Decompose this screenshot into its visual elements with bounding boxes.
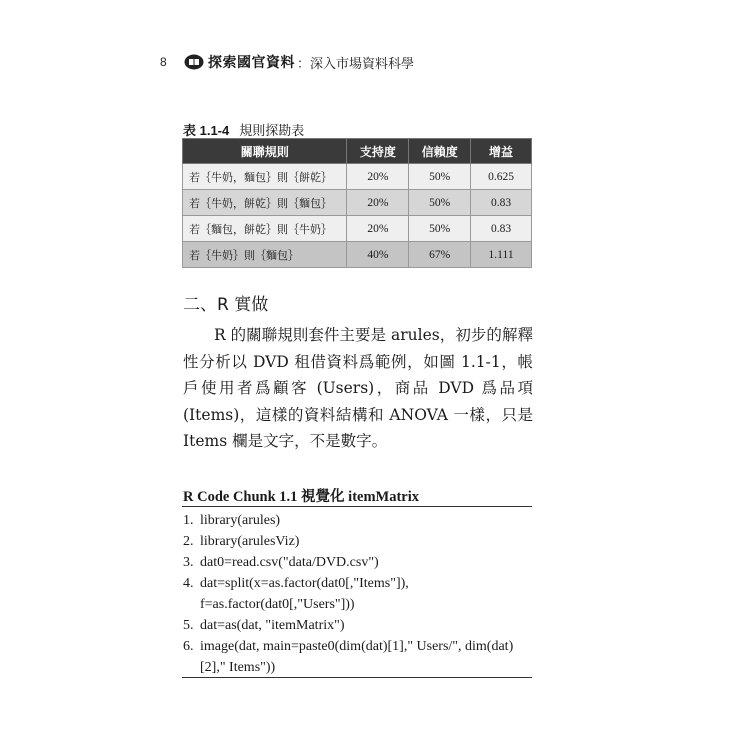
code-text: dat0=read.csv("data/DVD.csv") [200, 555, 379, 570]
code-line [183, 573, 533, 615]
code-line [183, 615, 533, 636]
table-header-row [183, 139, 532, 164]
header-rule: 關聯規則 [183, 139, 347, 164]
lift-cell: 1.111 [471, 242, 532, 268]
code-text: dat=split(x=as.factor(dat0[,"Items"]), f=as.factor(dat0[,"Users"])) [200, 576, 413, 612]
code-text: library(arules) [200, 513, 281, 528]
code-text: library(arulesViz) [200, 534, 300, 549]
header-lift: 增益 [471, 139, 532, 164]
rules-table [182, 138, 532, 268]
support-cell: 20% [347, 190, 409, 216]
code-line [183, 552, 533, 573]
rule-cell: 若｛麵包，餅乾｝則｛牛奶｝ [183, 216, 347, 242]
table-title: 規則探勘表 [239, 123, 305, 138]
code-line [183, 531, 533, 552]
header-confidence: 信賴度 [409, 139, 471, 164]
confidence-cell: 50% [409, 190, 471, 216]
rule-cell: 若｛牛奶，餅乾｝則｛麵包｝ [183, 190, 347, 216]
book-brand: 探索國官資料 [208, 54, 295, 70]
line-number: 6. [183, 639, 194, 654]
line-number: 1. [183, 513, 194, 528]
line-number: 4. [183, 576, 194, 591]
table-row [183, 242, 532, 268]
code-chunk-title: R Code Chunk 1.1 視覺化 itemMatrix [183, 489, 420, 505]
code-top-divider [182, 506, 532, 507]
support-cell: 20% [347, 164, 409, 190]
header-support: 支持度 [347, 139, 409, 164]
confidence-cell: 50% [409, 216, 471, 242]
code-line [183, 510, 533, 531]
body-paragraph [183, 322, 533, 455]
page-header [160, 52, 580, 72]
table-row [183, 216, 532, 242]
confidence-cell: 67% [409, 242, 471, 268]
code-text: dat=as(dat, "itemMatrix") [200, 618, 345, 633]
line-number: 3. [183, 555, 194, 570]
lift-cell: 0.625 [471, 164, 532, 190]
paragraph-text: R 的關聯規則套件主要是 arules，初步的解釋性分析以 DVD 租借資料爲範例，如圖 1.1-1，帳戶使用者爲顧客 (Users)，商品 DVD 爲品項 (Items)，這樣的資料結構和 ANOVA 一樣，只是 Items 欄是文字，不是數字。 [183, 326, 533, 450]
table-row [183, 190, 532, 216]
code-line [183, 636, 533, 678]
book-subtitle: ：深入市場資料科學 [297, 55, 415, 71]
rule-cell: 若｛牛奶｝則｛麵包｝ [183, 242, 347, 268]
support-cell: 40% [347, 242, 409, 268]
table-caption [183, 120, 304, 139]
book-logo-icon [184, 54, 204, 70]
code-text: image(dat, main=paste0(dim(dat)[1]," Users/", dim(dat)[2]," Items")) [200, 639, 514, 675]
line-number: 5. [183, 618, 194, 633]
rule-cell: 若｛牛奶，麵包｝則｛餅乾｝ [183, 164, 347, 190]
section-title: 二、R 實做 [183, 295, 269, 315]
code-block [183, 510, 533, 678]
lift-cell: 0.83 [471, 190, 532, 216]
confidence-cell: 50% [409, 164, 471, 190]
page-number: 8 [160, 55, 167, 69]
lift-cell: 0.83 [471, 216, 532, 242]
table-row [183, 164, 532, 190]
line-number: 2. [183, 534, 194, 549]
support-cell: 20% [347, 216, 409, 242]
code-bottom-divider [182, 677, 532, 678]
table-number: 表 1.1-4 [183, 123, 230, 138]
